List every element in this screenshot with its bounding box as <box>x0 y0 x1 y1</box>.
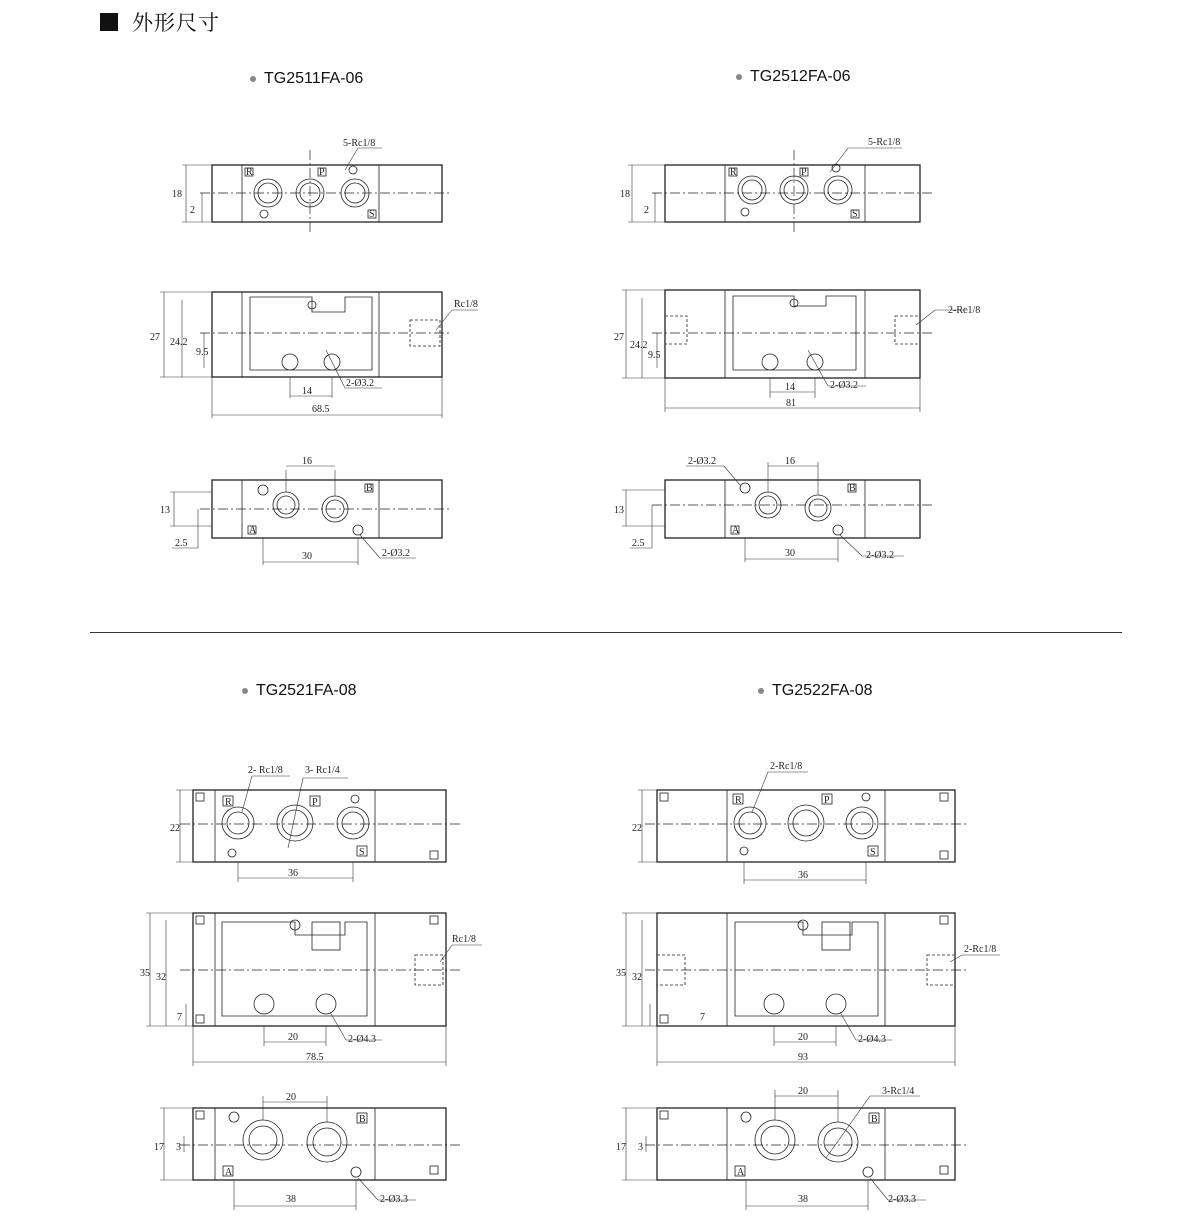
port-note: 2-Rc1/8 <box>770 761 803 772</box>
drawing-tg2511-bottom-view <box>160 456 452 565</box>
drawing-tg2522-side-view <box>616 913 1000 1066</box>
dim-offset: 2.5 <box>632 538 645 549</box>
port-note: Rc1/8 <box>454 299 478 310</box>
port-note: 5-Rc1/8 <box>343 138 376 149</box>
drawing-tg2512-bottom-view <box>614 456 935 562</box>
dim-height: 18 <box>172 189 182 200</box>
svg-text:P: P <box>801 167 807 178</box>
section-title: 外形尺寸 <box>132 11 220 35</box>
drawing-tg2521-top-view <box>170 765 460 882</box>
svg-text:B: B <box>849 483 856 494</box>
dim-h3: 7 <box>177 1012 182 1023</box>
hole-note: 2-Ø3.3 <box>380 1194 409 1205</box>
drawing-tg2522-bottom-view <box>616 1086 968 1210</box>
dim-length: 78.5 <box>306 1052 324 1063</box>
drawing-tg2521-bottom-view <box>154 1092 460 1210</box>
svg-text:P: P <box>824 795 830 806</box>
dim-height: 13 <box>160 505 170 516</box>
dim-pitch: 14 <box>785 382 795 393</box>
dim-offset: 3 <box>638 1142 643 1153</box>
hole-note-top: 2-Ø3.2 <box>688 456 717 467</box>
dim-offset: 2 <box>190 205 195 216</box>
port-note-2: 3- Rc1/4 <box>305 765 340 776</box>
dim-pitch: 16 <box>785 456 795 467</box>
dim-h3: 9.5 <box>196 347 209 358</box>
dim-h1: 27 <box>614 332 624 343</box>
svg-text:S: S <box>359 847 365 858</box>
dim-height: 13 <box>614 505 624 516</box>
model-name: TG2512FA-06 <box>750 68 851 85</box>
dim-h2: 24.2 <box>630 340 648 351</box>
dim-offset: 3 <box>176 1142 181 1153</box>
dim-span: 36 <box>288 868 298 879</box>
dim-span: 30 <box>785 548 795 559</box>
hole-note: 2-Ø3.2 <box>346 378 375 389</box>
dim-height: 17 <box>154 1142 164 1153</box>
svg-text:A: A <box>737 1167 745 1178</box>
dim-h1: 35 <box>140 968 150 979</box>
dim-pitch: 14 <box>302 386 312 397</box>
hole-note: 2-Ø3.3 <box>888 1194 917 1205</box>
svg-text:B: B <box>366 483 373 494</box>
dim-pitch: 20 <box>798 1086 808 1097</box>
svg-text:B: B <box>359 1114 366 1125</box>
dim-h1: 35 <box>616 968 626 979</box>
drawing-tg2521-side-view <box>140 913 482 1066</box>
model-name: TG2522FA-08 <box>772 682 873 699</box>
svg-text:A: A <box>249 525 257 536</box>
dim-pitch: 20 <box>286 1092 296 1103</box>
dim-pitch: 20 <box>288 1032 298 1043</box>
dim-h2: 32 <box>156 972 166 983</box>
drawing-tg2522-top-view <box>632 761 968 884</box>
dim-height: 22 <box>170 823 180 834</box>
port-note: 3-Rc1/4 <box>882 1086 915 1097</box>
dim-h1: 27 <box>150 332 160 343</box>
dim-h2: 32 <box>632 972 642 983</box>
port-note: 2-Rc1/8 <box>964 944 997 955</box>
dim-span: 38 <box>798 1194 808 1205</box>
svg-text:R: R <box>730 167 737 178</box>
hole-note: 2-Ø3.2 <box>830 380 859 391</box>
dim-pitch: 16 <box>302 456 312 467</box>
drawing-tg2512-side-view <box>614 290 980 412</box>
dim-span: 38 <box>286 1194 296 1205</box>
dim-offset: 2.5 <box>175 538 188 549</box>
dim-h3: 7 <box>700 1012 705 1023</box>
svg-text:A: A <box>225 1167 233 1178</box>
svg-text:R: R <box>246 167 253 178</box>
model-name: TG2521FA-08 <box>256 682 357 699</box>
svg-text:S: S <box>870 847 876 858</box>
port-note: 2-Rc1/8 <box>948 305 981 316</box>
hole-note: 2-Ø4.3 <box>858 1034 887 1045</box>
drawing-tg2511-top-view <box>172 138 452 232</box>
hole-note: 2-Ø3.2 <box>866 550 895 561</box>
drawing-tg2511-side-view <box>150 292 478 418</box>
dim-span: 30 <box>302 551 312 562</box>
dim-offset: 2 <box>644 205 649 216</box>
dim-height: 22 <box>632 823 642 834</box>
port-note: 2- Rc1/8 <box>248 765 283 776</box>
dim-span: 36 <box>798 870 808 881</box>
dim-pitch: 20 <box>798 1032 808 1043</box>
model-name: TG2511FA-06 <box>264 70 364 87</box>
svg-text:R: R <box>225 797 232 808</box>
dim-height: 18 <box>620 189 630 200</box>
dim-h2: 24.2 <box>170 337 188 348</box>
svg-text:P: P <box>312 797 318 808</box>
dim-height: 17 <box>616 1142 626 1153</box>
svg-text:S: S <box>852 209 858 220</box>
hole-note: 2-Ø3.2 <box>382 548 411 559</box>
dim-length: 68.5 <box>312 404 330 415</box>
port-note: Rc1/8 <box>452 934 476 945</box>
drawing-tg2512-top-view <box>620 137 935 232</box>
svg-text:A: A <box>732 525 740 536</box>
dim-length: 81 <box>786 398 796 409</box>
svg-text:R: R <box>735 795 742 806</box>
svg-text:S: S <box>369 209 375 220</box>
svg-text:B: B <box>871 1114 878 1125</box>
hole-note: 2-Ø4.3 <box>348 1034 377 1045</box>
port-note: 5-Rc1/8 <box>868 137 901 148</box>
dim-h3: 9.5 <box>648 350 661 361</box>
dim-length: 93 <box>798 1052 808 1063</box>
svg-text:P: P <box>319 167 325 178</box>
